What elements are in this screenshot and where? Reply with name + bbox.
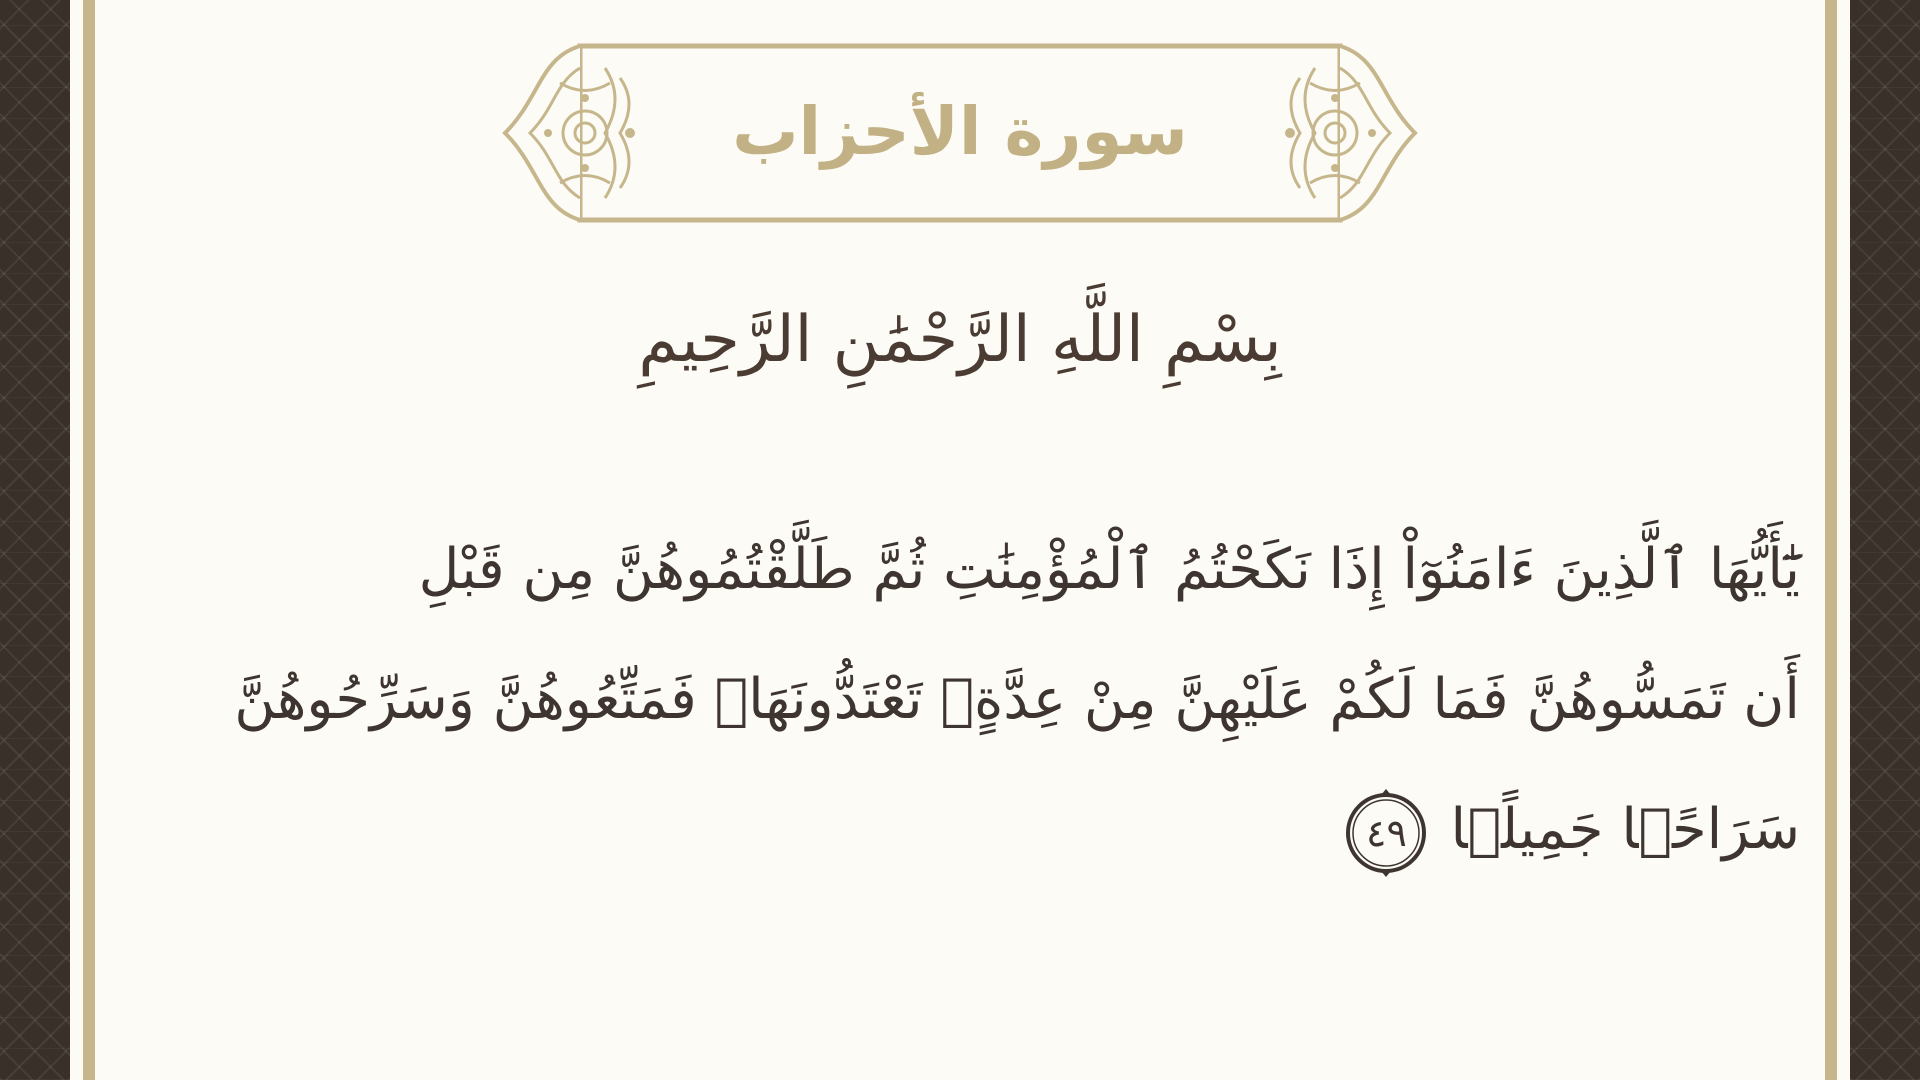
surah-title: سورة الأحزاب — [732, 92, 1188, 170]
decorative-border-left — [0, 0, 70, 1080]
gold-rule-right — [1825, 0, 1837, 1080]
verse-text — [130, 505, 1800, 895]
decorative-border-right — [1850, 0, 1920, 1080]
verse-line-2: أَن تَمَسُّوهُنَّ فَمَا لَكُمْ عَلَيْهِنَّ مِنْ عِدَّةٍۢ تَعْتَدُّونَهَاۖ فَمَتِّعُوهُنَّ وَسَرِّحُوهُنَّ — [234, 667, 1800, 732]
verse-line-3-text: سَرَاحًۭا جَمِيلًۭا — [1450, 797, 1800, 862]
ayah-end-marker — [1340, 787, 1432, 879]
basmala: بِسْمِ اللَّهِ الرَّحْمَٰنِ الرَّحِيمِ — [638, 303, 1282, 377]
surah-title-frame — [500, 38, 1420, 228]
verse-line-1: يَٰٓأَيُّهَا ٱلَّذِينَ ءَامَنُوٓاْ إِذَا نَكَحْتُمُ ٱلْمُؤْمِنَٰتِ ثُمَّ طَلَّقْتُمُوهُنَّ مِن قَبْلِ — [418, 537, 1800, 602]
verse-line-3 — [130, 765, 1800, 895]
ayah-number: ٤٩ — [1366, 810, 1407, 855]
gold-rule-left — [83, 0, 95, 1080]
